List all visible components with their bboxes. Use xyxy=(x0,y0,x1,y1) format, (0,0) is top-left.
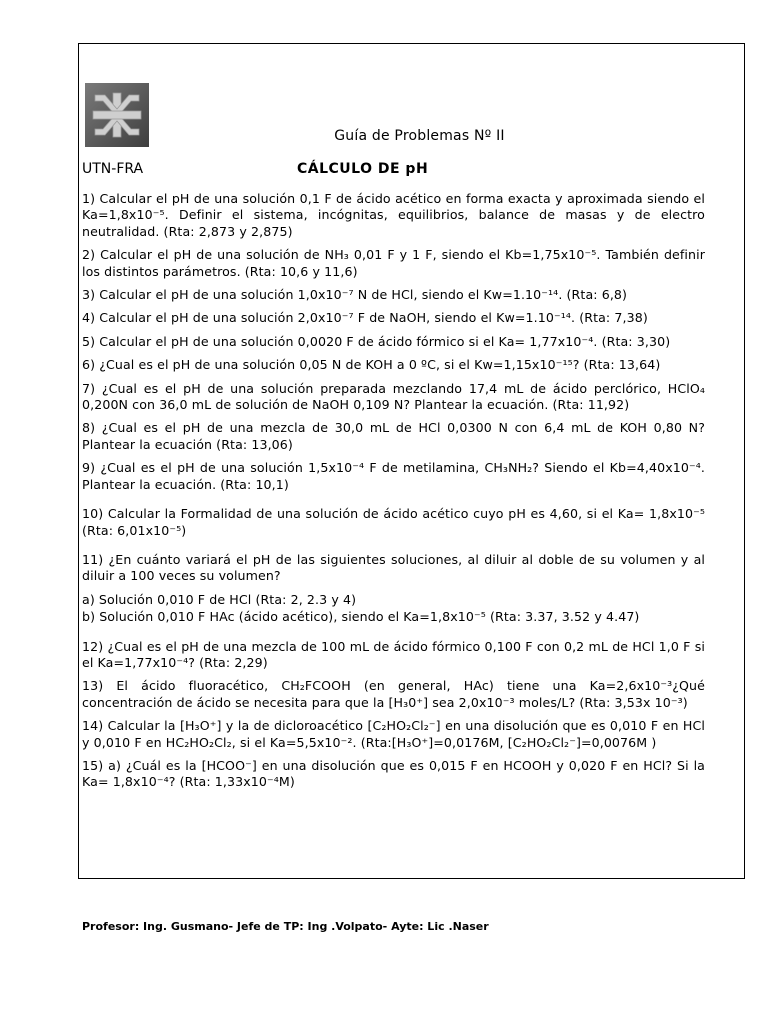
topic-title: CÁLCULO DE pH xyxy=(297,161,429,177)
problem-5: 5) Calcular el pH de una solución 0,0020 F de ácido fórmico si el Ka= 1,77x10⁻⁴. (Rta: 3,30) xyxy=(82,333,671,349)
institution-label: UTN-FRA xyxy=(82,161,144,177)
problem-13: 13) El ácido fluoracético, CH₂FCOOH (en general, HAc) tiene una Ka=2,6x10⁻³¿Qué concentración de ácido se necesita para que la [H₃0⁺] sea 2,0x10⁻³ moles/L? (Rta: 3,53x 10⁻³) xyxy=(82,678,705,710)
problem-11b: b) Solución 0,010 F HAc (ácido acético), siendo el Ka=1,8x10⁻⁵ (Rta: 3.37, 3.52 y 4.47) xyxy=(82,609,640,625)
problem-1: 1) Calcular el pH de una solución 0,1 F de ácido acético en forma exacta y aproximada siendo el Ka=1,8x10⁻⁵. Definir el sistema, incógnitas, equilibrios, balance de masas y de electro neutralidad. (Rta: 2,873 y 2,875) xyxy=(82,191,705,239)
guide-title: Guía de Problemas Nº II xyxy=(334,128,505,144)
problem-9: 9) ¿Cual es el pH de una solución 1,5x10⁻⁴ F de metilamina, CH₃NH₂? Siendo el Kb=4,40x10⁻⁴. Plantear la ecuación. (Rta: 10,1) xyxy=(82,460,705,492)
problem-14: 14) Calcular la [H₃O⁺] y la de dicloroacético [C₂HO₂Cl₂⁻] en una disolución que es 0,010 F en HCl y 0,010 F en HC₂HO₂Cl₂, si el Ka=5,5x10⁻². (Rta:[H₃O⁺]=0,0176M, [C₂HO₂Cl₂⁻]=0,0076M ) xyxy=(82,718,705,750)
problem-list xyxy=(82,191,705,798)
problem-11: 11) ¿En cuánto variará el pH de las siguientes soluciones, al diluir al doble de su volumen y al diluir a 100 veces su volumen? xyxy=(82,551,705,584)
problem-11a: a) Solución 0,010 F de HCl (Rta: 2, 2.3 y 4) xyxy=(82,591,357,607)
document-frame xyxy=(78,43,745,879)
footer-staff: Profesor: Ing. Gusmano- Jefe de TP: Ing .Volpato- Ayte: Lic .Naser xyxy=(82,920,489,933)
problem-3: 3) Calcular el pH de una solución 1,0x10⁻⁷ N de HCl, siendo el Kw=1.10⁻¹⁴. (Rta: 6,8) xyxy=(82,287,628,303)
problem-10: 10) Calcular la Formalidad de una solución de ácido acético cuyo pH es 4,60, si el Ka= 1,8x10⁻⁵ (Rta: 6,01x10⁻⁵) xyxy=(82,506,705,538)
problem-4: 4) Calcular el pH de una solución 2,0x10⁻⁷ F de NaOH, siendo el Kw=1.10⁻¹⁴. (Rta: 7,38) xyxy=(82,310,648,326)
problem-12: 12) ¿Cual es el pH de una mezcla de 100 mL de ácido fórmico 0,100 F con 0,2 mL de HCl 1,0 F si el Ka=1,77x10⁻⁴? (Rta: 2,29) xyxy=(82,638,705,670)
problem-15: 15) a) ¿Cuál es la [HCOO⁻] en una disolución que es 0,015 F en HCOOH y 0,020 F en HCl? Si la Ka= 1,8x10⁻⁴? (Rta: 1,33x10⁻⁴M) xyxy=(82,757,705,790)
problem-6: 6) ¿Cual es el pH de una solución 0,05 N de KOH a 0 ºC, si el Kw=1,15x10⁻¹⁵? (Rta: 13,64) xyxy=(82,357,661,373)
problem-2: 2) Calcular el pH de una solución de NH₃ 0,01 F y 1 F, siendo el Kb=1,75x10⁻⁵. También definir los distintos parámetros. (Rta: 10,6 y 11,6) xyxy=(82,247,705,279)
problem-7: 7) ¿Cual es el pH de una solución preparada mezclando 17,4 mL de ácido perclórico, HClO₄ 0,200N con 36,0 mL de solución de NaOH 0,109 N? Plantear la ecuación. (Rta: 11,92) xyxy=(82,380,705,413)
problem-8: 8) ¿Cual es el pH de una mezcla de 30,0 mL de HCl 0,0300 N con 6,4 mL de KOH 0,80 N? Plantear la ecuación (Rta: 13,06) xyxy=(82,420,705,452)
